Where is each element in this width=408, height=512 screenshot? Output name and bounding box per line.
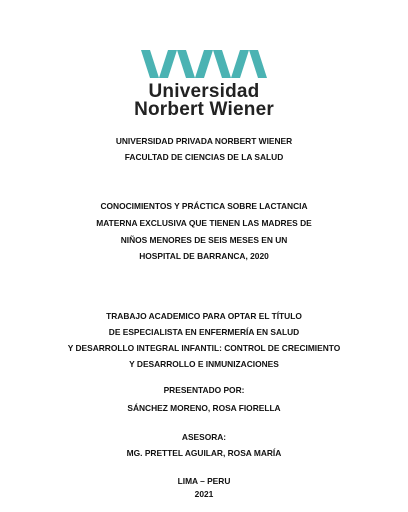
university-logo xyxy=(0,50,408,80)
title-line-1: CONOCIMIENTOS Y PRÁCTICA SOBRE LACTANCIA xyxy=(100,201,308,211)
advisor-label: ASESORA: xyxy=(181,432,227,442)
purpose-line-2: DE ESPECIALISTA EN ENFERMERÍA EN SALUD xyxy=(108,327,300,337)
purpose-line-4: Y DESARROLLO E INMUNIZACIONES xyxy=(129,359,279,369)
chevron-wave-logo-icon xyxy=(141,50,267,80)
advisor-name: MG. PRETTEL AGUILAR, ROSA MARÍA xyxy=(126,448,282,458)
city-country: LIMA – PERU xyxy=(177,476,231,486)
logo-text-universidad: Universidad xyxy=(148,81,260,102)
presented-by-label: PRESENTADO POR: xyxy=(163,385,245,395)
author-name: SÁNCHEZ MORENO, ROSA FIORELLA xyxy=(127,403,281,413)
purpose-line-3: Y DESARROLLO INTEGRAL INFANTIL: CONTROL DE CRECIMIENTO xyxy=(67,343,341,353)
logo-text-norbert-wiener: Norbert Wiener xyxy=(134,99,274,120)
title-line-3: NIÑOS MENORES DE SEIS MESES EN UN xyxy=(120,235,288,245)
title-line-2: MATERNA EXCLUSIVA QUE TIENEN LAS MADRES DE xyxy=(96,218,312,228)
purpose-line-1: TRABAJO ACADEMICO PARA OPTAR EL TÍTULO xyxy=(106,311,302,321)
faculty-name: FACULTAD DE CIENCIAS DE LA SALUD xyxy=(124,152,284,162)
year: 2021 xyxy=(194,489,214,499)
title-line-4: HOSPITAL DE BARRANCA, 2020 xyxy=(139,251,269,261)
university-name: UNIVERSIDAD PRIVADA NORBERT WIENER xyxy=(115,136,293,146)
